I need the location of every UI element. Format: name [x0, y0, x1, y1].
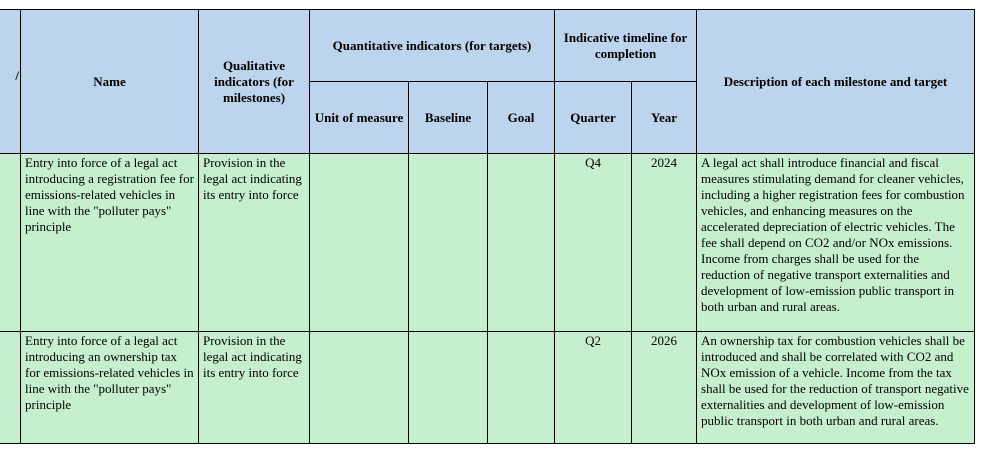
row-year: 2024	[632, 154, 697, 332]
row-unit	[310, 332, 409, 444]
header-goal: Goal	[488, 82, 555, 154]
row-name: Entry into force of a legal act introducing a registration fee for emissions-related vehicles in line with the "polluter pays" principle	[21, 154, 199, 332]
row-year: 2026	[632, 332, 697, 444]
row-goal	[488, 332, 555, 444]
header-quantitative: Quantitative indicators (for targets)	[310, 10, 555, 82]
row-baseline	[409, 332, 488, 444]
header-unit: Unit of measure	[310, 82, 409, 154]
header-truncated-first	[0, 10, 21, 154]
row-goal	[488, 154, 555, 332]
row-name: Entry into force of a legal act introducing an ownership tax for emissions-related vehicles in line with the "polluter pays" principle	[21, 332, 199, 444]
row-baseline	[409, 154, 488, 332]
milestones-table	[0, 9, 975, 444]
row-truncated-cell	[0, 332, 21, 444]
header-description: Description of each milestone and target	[697, 10, 975, 154]
row-description: An ownership tax for combustion vehicles shall be introduced and shall be correlated with CO2 and NOx emission of a vehicle. Income from the tax shall be used for the reduction of transport negative externalities and development of low-emission public transport in both urban and rural areas.	[697, 332, 975, 444]
header-row-top	[0, 10, 975, 82]
header-timeline: Indicative timeline for completion	[555, 10, 697, 82]
row-quarter: Q4	[555, 154, 632, 332]
table-row	[0, 154, 975, 332]
header-truncated-first-text: /	[15, 67, 19, 83]
row-unit	[310, 154, 409, 332]
row-quarter: Q2	[555, 332, 632, 444]
row-truncated-cell	[0, 154, 21, 332]
row-description: A legal act shall introduce financial and fiscal measures stimulating demand for cleaner vehicles, including a higher registration fees for combustion vehicles, and enhancing measures on the accelerated depreciation of electric vehicles. The fee shall depend on CO2 and/or NOx emissions. Income from charges shall be used for the reduction of negative transport externalities and development of low-emission public transport in both urban and rural areas.	[697, 154, 975, 332]
header-quarter: Quarter	[555, 82, 632, 154]
header-name: Name	[21, 10, 199, 154]
row-qualitative: Provision in the legal act indicating its entry into force	[199, 154, 310, 332]
header-baseline: Baseline	[409, 82, 488, 154]
header-qualitative: Qualitative indicators (for milestones)	[199, 10, 310, 154]
row-qualitative: Provision in the legal act indicating its entry into force	[199, 332, 310, 444]
table-row	[0, 332, 975, 444]
header-year: Year	[632, 82, 697, 154]
